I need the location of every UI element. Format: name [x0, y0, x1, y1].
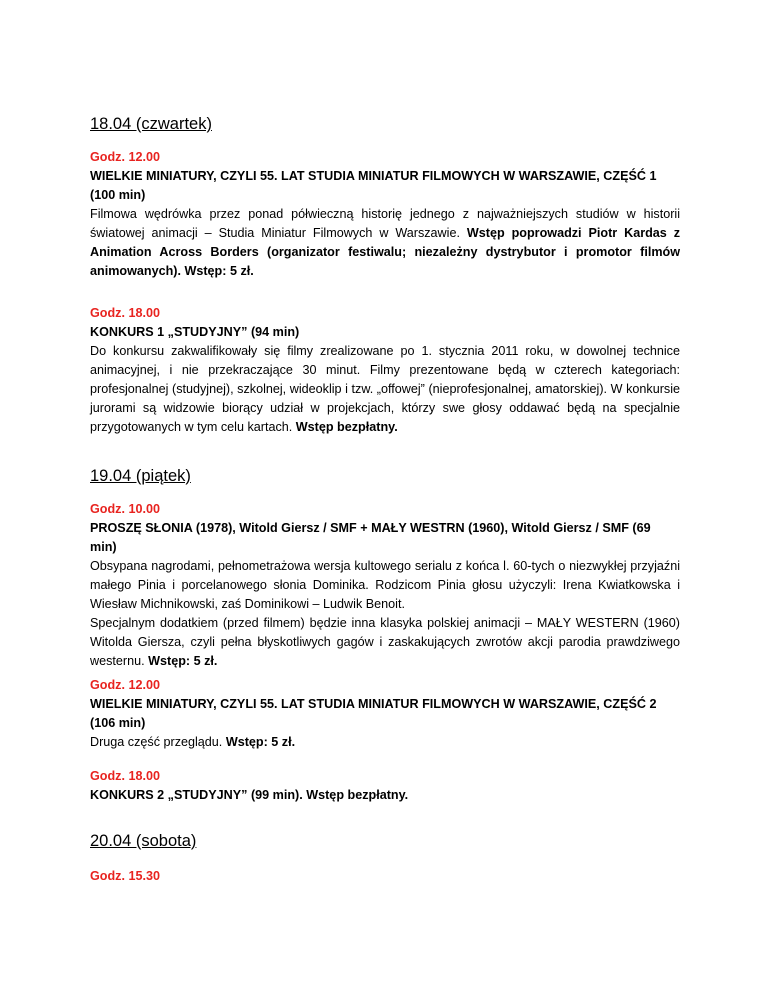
day-heading-19-04: 19.04 (piątek) [90, 467, 191, 485]
description-text: Filmowa wędrówka przez ponad półwieczną historię jednego z najważniejszych studiów w historii światowej animacji – Studia Miniatur Filmowych w Warszawie. [90, 207, 680, 240]
event-time: Godz. 18.00 [90, 769, 160, 783]
event-19-04-1800 [90, 767, 680, 805]
event-description [90, 342, 680, 437]
description-bold: Wstęp bezpłatny. [295, 420, 398, 434]
event-18-04-1200 [90, 148, 680, 281]
event-title: KONKURS 1 „STUDYJNY” (94 min) [90, 325, 300, 339]
event-description-2 [90, 614, 680, 671]
event-time: Godz. 18.00 [90, 306, 160, 320]
event-time: Godz. 12.00 [90, 150, 160, 164]
event-title: WIELKIE MINIATURY, CZYLI 55. LAT STUDIA MINIATUR FILMOWYCH W WARSZAWIE, CZĘŚĆ 1 (100 min) [90, 169, 657, 202]
description-text: Druga część przeglądu. [90, 735, 223, 749]
description-text: Specjalnym dodatkiem (przed filmem) będzie inna klasyka polskiej animacji – MAŁY WESTERN (1960) Witolda Giersza, czyli pełna błyskotliwych gagów i zaskakujących zwrotów akcji parodia prawdziwego westernu. [90, 616, 680, 668]
event-time: Godz. 12.00 [90, 678, 160, 692]
event-title: WIELKIE MINIATURY, CZYLI 55. LAT STUDIA MINIATUR FILMOWYCH W WARSZAWIE, CZĘŚĆ 2 (106 min) [90, 697, 657, 730]
event-title: KONKURS 2 „STUDYJNY” (99 min). Wstęp bezpłatny. [90, 788, 409, 802]
day-heading-18-04: 18.04 (czwartek) [90, 115, 212, 133]
event-20-04-1530 [90, 867, 680, 886]
event-description [90, 205, 680, 281]
event-19-04-1000 [90, 500, 680, 671]
description-bold: Wstęp: 5 zł. [148, 654, 218, 668]
day-heading-20-04: 20.04 (sobota) [90, 832, 197, 850]
description-bold: Wstęp poprowadzi Piotr Kardas z Animation Across Borders (organizator festiwalu; niezależny dystrybutor i promotor filmów animowanych). Wstęp: 5 zł. [90, 226, 681, 278]
event-18-04-1800 [90, 304, 680, 437]
event-19-04-1200 [90, 676, 680, 752]
description-text: Do konkursu zakwalifikowały się filmy zrealizowane po 1. stycznia 2011 roku, w dowolnej technice animacyjnej, i nie przekraczające 30 minut. Filmy prezentowane będą w czterech kategoriach: profesjonalnej (studyjnej), szkolnej, wideoklip i tzw. „offowej” (nieprofesjonalnej, amatorskiej). W konkursie jurorami są widzowie biorący udział w projekcjach, którzy swe głosy oddawać będą na specjalnie przygotowanych w tym celu kartach. [90, 344, 680, 434]
event-time: Godz. 10.00 [90, 502, 160, 516]
description-bold: Wstęp: 5 zł. [225, 735, 296, 749]
event-description [90, 733, 680, 752]
event-description: Obsypana nagrodami, pełnometrażowa wersja kultowego serialu z końca l. 60-tych o niezwykłej przyjaźni małego Pinia i porcelanowego słonia Dominika. Rodzicom Pinia głosu użyczyli: Irena Kwiatkowska i Wiesław Michnikowski, zaś Dominikowi – Ludwik Benoit. [90, 559, 680, 611]
event-title: PROSZĘ SŁONIA (1978), Witold Giersz / SMF + MAŁY WESTRN (1960), Witold Giersz / SMF (69 min) [90, 521, 651, 554]
event-time: Godz. 15.30 [90, 869, 160, 883]
